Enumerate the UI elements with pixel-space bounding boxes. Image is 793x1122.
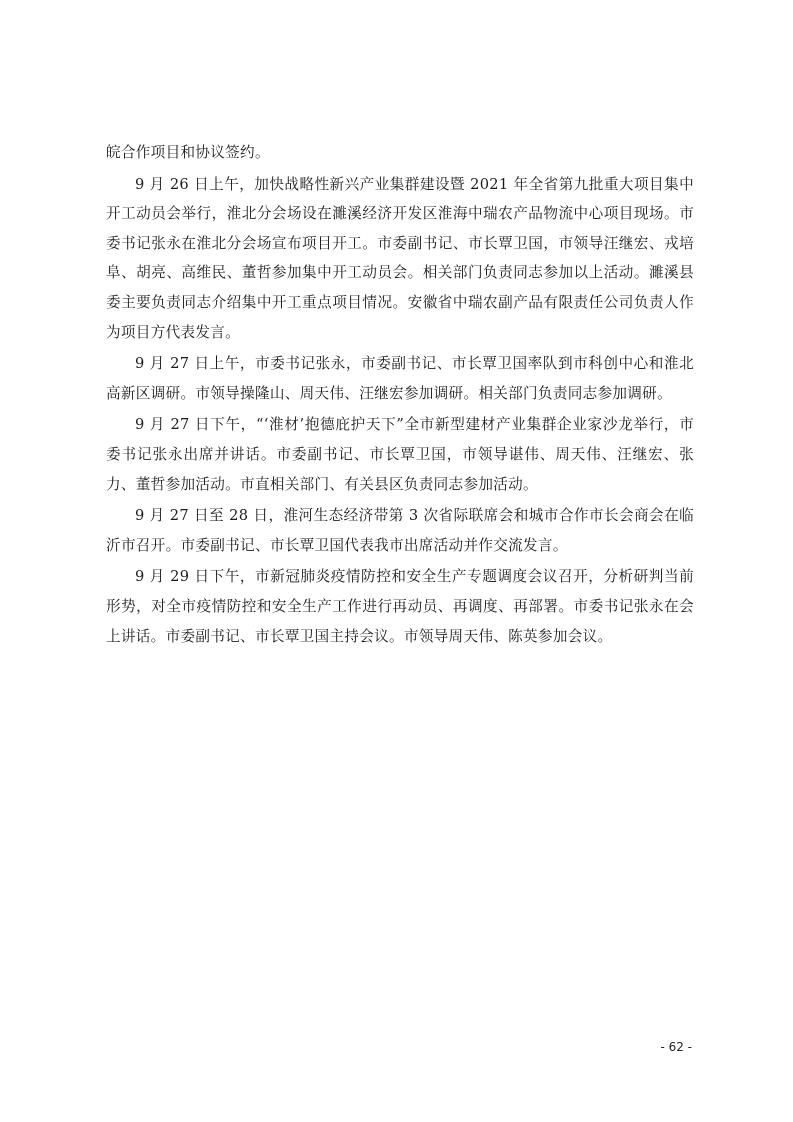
document-body <box>106 138 694 653</box>
paragraph-sept-27-28: 9 月 27 日至 28 日，淮河生态经济带第 3 次省际联席会和城市合作市长会商会在临沂市召开。市委副书记、市长覃卫国代表我市出席活动并作交流发言。 <box>106 507 694 554</box>
paragraph-sept-29: 9 月 29 日下午，市新冠肺炎疫情防控和安全生产专题调度会议召开，分析研判当前形势，对全市疫情防控和安全生产工作进行再动员、再调度、再部署。市委书记张永在会上讲话。市委副书记、市长覃卫国主持会议。市领导周天伟、陈英参加会议。 <box>106 568 694 645</box>
paragraph-sept-27-afternoon: 9 月 27 日下午，“‘淮材’抱德庇护天下”全市新型建材产业集群企业家沙龙举行，市委书记张永出席并讲话。市委副书记、市长覃卫国，市领导谌伟、周天伟、汪继宏、张力、董哲参加活动。市直相关部门、有关县区负责同志参加活动。 <box>106 416 694 493</box>
paragraph-continuation: 皖合作项目和协议签约。 <box>106 144 270 161</box>
page-number: - 62 - <box>660 1040 692 1054</box>
paragraph-sept-26: 9 月 26 日上午，加快战略性新兴产业集群建设暨 2021 年全省第九批重大项目集中开工动员会举行，淮北分会场设在濉溪经济开发区淮海中瑞农产品物流中心项目现场。市委书记张永在淮北分会场宣布项目开工。市委副书记、市长覃卫国，市领导汪继宏、戎培阜、胡亮、高维民、董哲参加集中开工动员会。相关部门负责同志参加以上活动。濉溪县委主要负责同志介绍集中开工重点项目情况。安徽省中瑞农副产品有限责任公司负责人作为项目方代表发言。 <box>106 175 694 341</box>
paragraph-sept-27-morning: 9 月 27 日上午，市委书记张永，市委副书记、市长覃卫国率队到市科创中心和淮北高新区调研。市领导操隆山、周天伟、汪继宏参加调研。相关部门负责同志参加调研。 <box>106 355 694 402</box>
